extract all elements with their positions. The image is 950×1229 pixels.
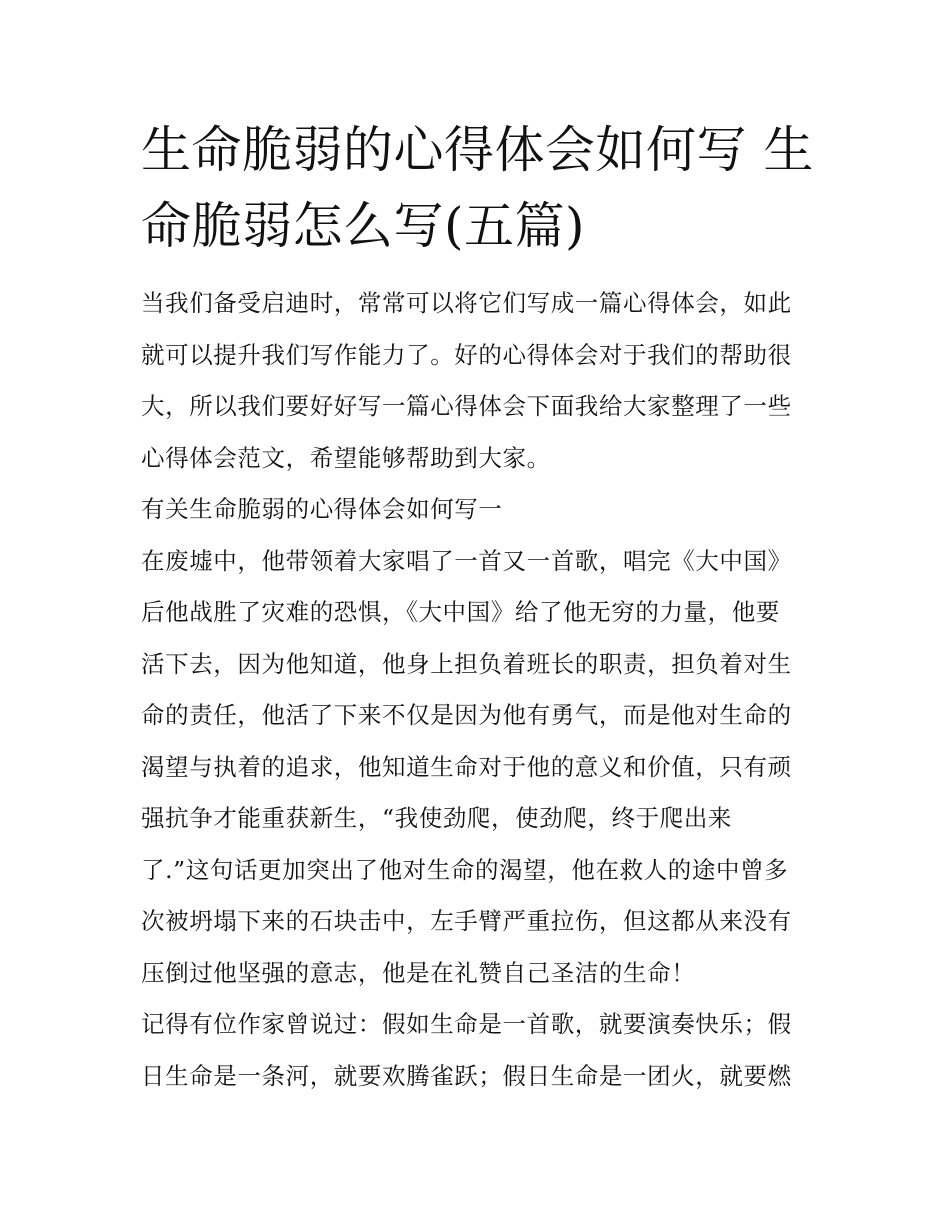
body-line-intro-3: 大，所以我们要好好写一篇心得体会下面我给大家整理了一些 — [141, 392, 792, 420]
body-line-p1-4: 命的责任，他活了下来不仅是因为他有勇气，而是他对生命的 — [141, 701, 792, 729]
body-line-p2-2: 日生命是一条河，就要欢腾雀跃；假日生命是一团火，就要燃 — [141, 1061, 792, 1090]
body-line-p1-6: 强抗争才能重获新生，“我使劲爬，使劲爬，终于爬出来 — [141, 804, 733, 832]
body-line-intro-4: 心得体会范文，希望能够帮助到大家。 — [141, 443, 551, 472]
body-line-p1-9: 压倒过他坚强的意志，他是在礼赞自己圣洁的生命！ — [141, 958, 696, 987]
title-line-1: 生命脆弱的心得体会如何写 生 — [141, 121, 814, 179]
body-line-p1-3: 活下去，因为他知道，他身上担负着班长的职责，担负着对生 — [141, 649, 792, 678]
title-line-2: 命脆弱怎么写(五篇) — [141, 197, 586, 255]
body-line-p1-8: 次被坍塌下来的石块击中，左手臂严重拉伤，但这都从来没有 — [141, 907, 792, 935]
body-line-p1-7: 了.”这句话更加突出了他对生命的渴望，他在救人的途中曾多 — [141, 855, 789, 884]
body-line-intro-2: 就可以提升我们写作能力了。好的心得体会对于我们的帮助很 — [141, 340, 792, 369]
body-line-p1-5: 渴望与执着的追求，他知道生命对于他的意义和价值，只有顽 — [141, 752, 792, 781]
body-line-p1-1: 在废墟中，他带领着大家唱了一首又一首歌，唱完《大中国》 — [141, 546, 792, 575]
document-title — [141, 112, 813, 264]
section-heading: 有关生命脆弱的心得体会如何写一 — [141, 495, 503, 523]
document-body — [141, 278, 813, 1102]
body-line-intro-1: 当我们备受启迪时，常常可以将它们写成一篇心得体会，如此 — [141, 289, 792, 317]
body-line-p1-2: 后他战胜了灾难的恐惧，《大中国》给了他无穷的力量，他要 — [141, 598, 780, 626]
body-line-p2-1: 记得有位作家曾说过：假如生命是一首歌，就要演奏快乐；假 — [141, 1010, 792, 1038]
document-page — [141, 112, 813, 1102]
